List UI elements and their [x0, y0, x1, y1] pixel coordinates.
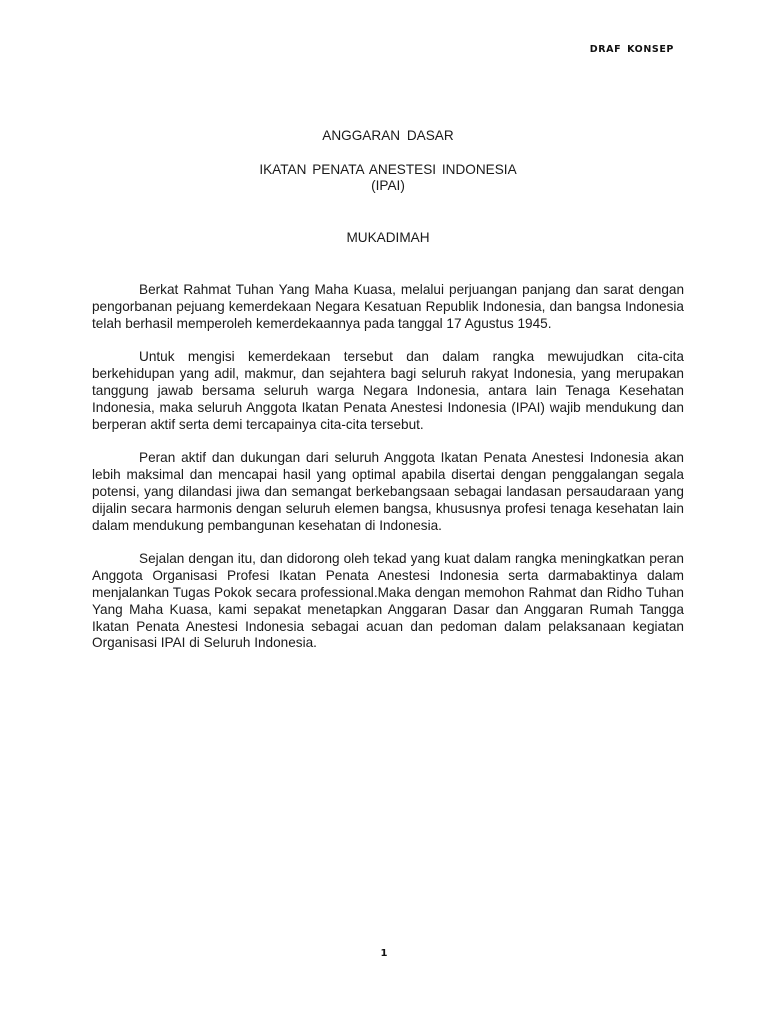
paragraph: Sejalan dengan itu, dan didorong oleh tekad yang kuat dalam rangka meningkatkan peran Anggota Organisasi Profesi Ikatan Penata Anestesi Indonesia serta darmabaktinya dalam menjalankan Tugas Pokok secara professional.Maka dengan memohon Rahmat dan Ridho Tuhan Yang Maha Kuasa, kami sepakat menetapkan Anggaran Dasar dan Anggaran Rumah Tangga Ikatan Penata Anestesi Indonesia sebagai acuan dan pedoman dalam pelaksanaan kegiatan Organisasi IPAI di Seluruh Indonesia. [92, 551, 684, 651]
section-heading: MUKADIMAH [346, 230, 430, 245]
page-number: 1 [380, 948, 388, 959]
organization-name: IKATAN PENATA ANESTESI INDONESIA [259, 162, 517, 177]
paragraph: Untuk mengisi kemerdekaan tersebut dan dalam rangka mewujudkan cita-cita berkehidupan yang adil, makmur, dan sejahtera bagi seluruh rakyat Indonesia, yang merupakan tanggung jawab bersama seluruh warga Negara Indonesia, antara lain Tenaga Kesehatan Indonesia, maka seluruh Anggota Ikatan Penata Anestesi Indonesia (IPAI) wajib mendukung dan berperan aktif serta demi tercapainya cita-cita tersebut. [92, 349, 684, 432]
paragraph: Berkat Rahmat Tuhan Yang Maha Kuasa, melalui perjuangan panjang dan sarat dengan pengorbanan pejuang kemerdekaan Negara Kesatuan Republik Indonesia, dan bangsa Indonesia telah berhasil memperoleh kemerdekaannya pada tanggal 17 Agustus 1945. [92, 282, 684, 331]
draft-label: DRAF KONSEP [589, 44, 674, 55]
paragraph: Peran aktif dan dukungan dari seluruh Anggota Ikatan Penata Anestesi Indonesia akan lebih maksimal dan mencapai hasil yang optimal apabila disertai dengan penggalangan segala potensi, yang dilandasi jiwa dan semangat berkebangsaan sebagai landasan persaudaraan yang dijalin secara harmonis dengan seluruh elemen bangsa, khususnya profesi tenaga kesehatan lain dalam mendukung pembangunan kesehatan di Indonesia. [92, 450, 684, 533]
organization-abbreviation: (IPAI) [371, 178, 405, 193]
document-title: ANGGARAN DASAR [322, 128, 454, 143]
document-body [92, 282, 684, 669]
